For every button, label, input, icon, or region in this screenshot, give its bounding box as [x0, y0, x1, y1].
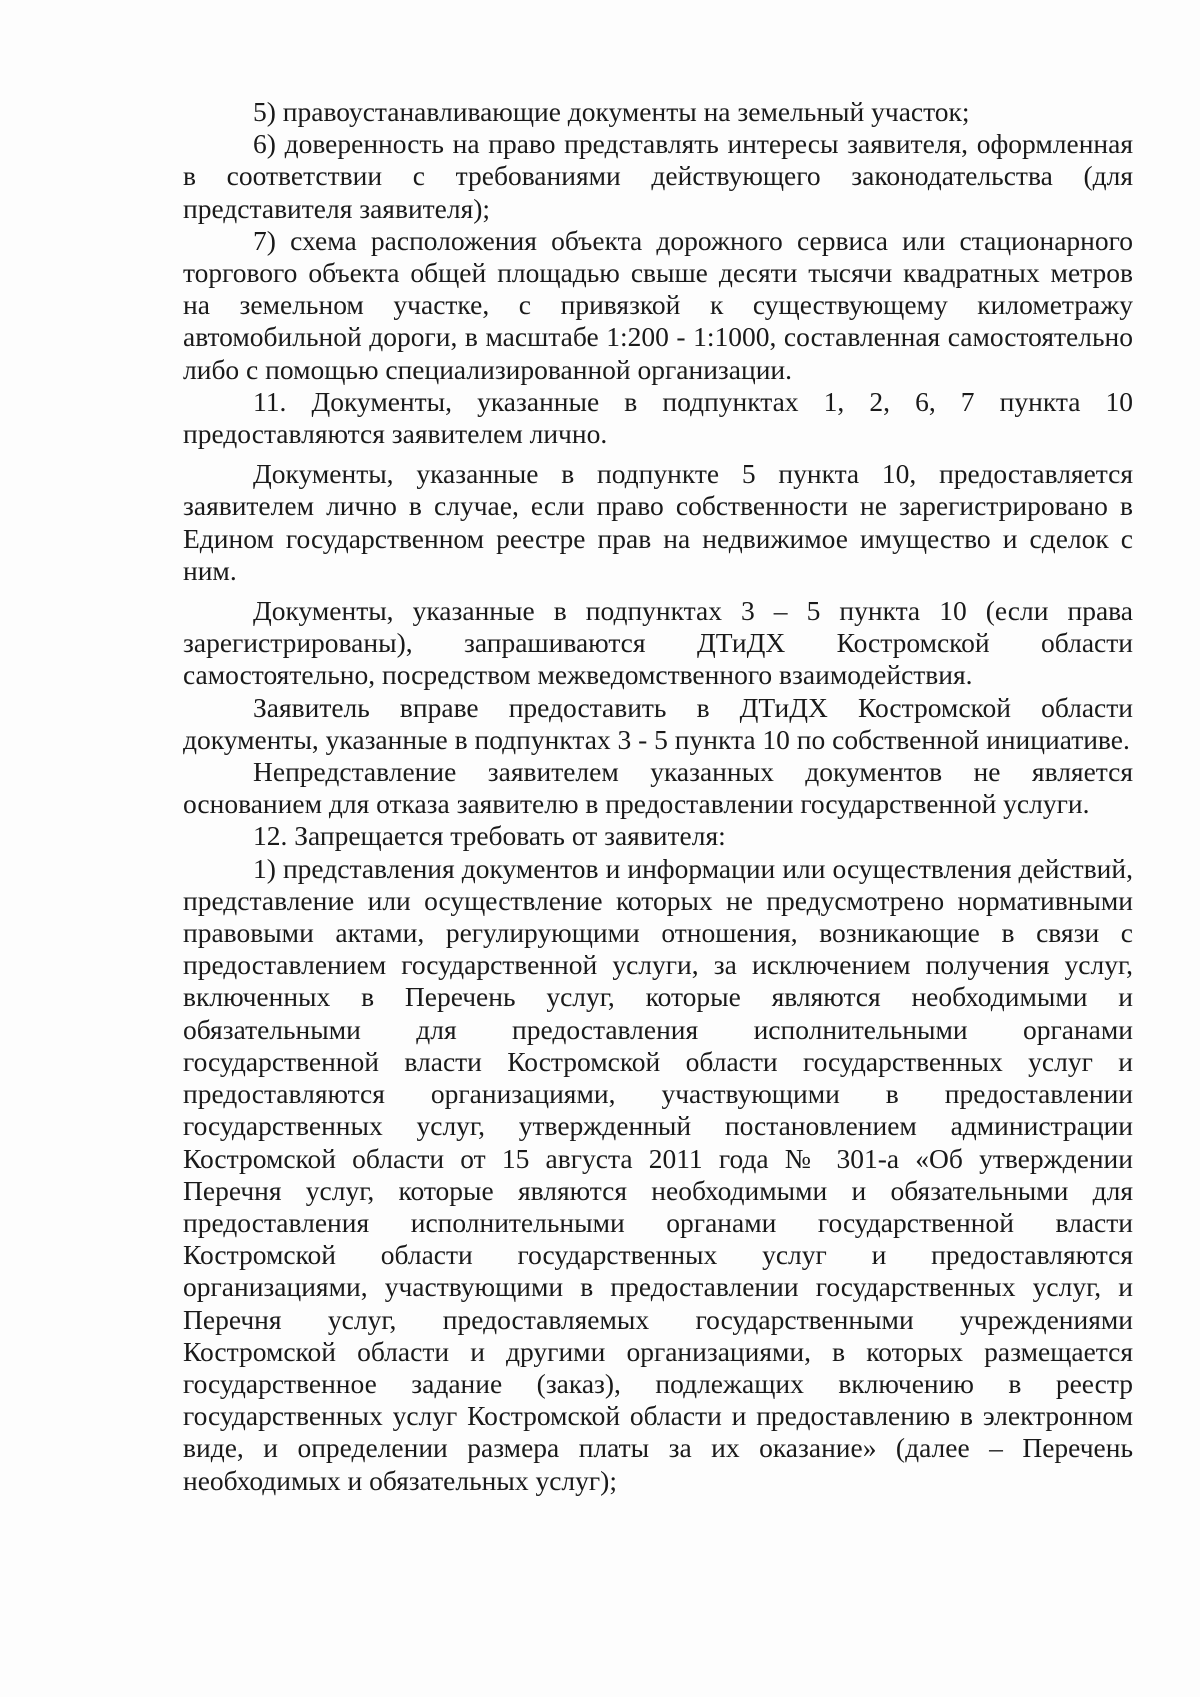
paragraph-clause-11: 11. Документы, указанные в подпунктах 1, 2, 6, 7 пункта 10 предоставляются заявителем лично.	[183, 385, 1133, 450]
paragraph-item-5-land-documents: 5) правоустанавливающие документы на земельный участок;	[253, 96, 970, 127]
paragraph-item-6-power-of-attorney: 6) доверенность на право представлять интересы заявителя, оформленная в соответствии с требованиями действующего законодательства (для представителя заявителя);	[183, 128, 1133, 224]
document-body	[183, 96, 1133, 1497]
paragraph-non-submission: Непредставление заявителем указанных документов не является основанием для отказа заявителю в предоставлении государственной услуги.	[183, 756, 1133, 820]
paragraph-clause-12: 12. Запрещается требовать от заявителя:	[253, 820, 726, 852]
paragraph-item-7-location-scheme: 7) схема расположения объекта дорожного сервиса или стационарного торгового объекта общей площадью свыше десяти тысячи квадратных метров на земельном участке, с привязкой к существующему километражу автомобильной дороги, в масштабе 1:200 - 1:1000, составленная самостоятельно либо с помощью специализированной организации.	[183, 224, 1133, 385]
paragraph-clause-11-subitem-5: Документы, указанные в подпункте 5 пункта 10, предоставляется заявителем лично в случае, если право собственности не зарегистрировано в Едином государственном реестре прав на недвижимое имущество и сделок с ним.	[183, 458, 1133, 586]
paragraph-clause-12-item-1: 1) представления документов и информации или осуществления действий, представление или осуществление которых не предусмотрено нормативными правовыми актами, регулирующими отношения, возникающие в связи с предоставлением государственной услуги, за исключением получения услуг, включенных в Перечень услуг, которые являются необходимыми и обязательными для предоставления исполнительными органами государственной власти Костромской области государственных услуг и предоставляются организациями, участвующими в предоставлении государственных услуг, утвержденный постановлением администрации Костромской области от 15 августа 2011 года № 301-а «Об утверждении Перечня услуг, которые являются необходимыми и обязательными для предоставления исполнительными органами государственной власти Костромской области государственных услуг и предоставляются организациями, участвующими в предоставлении государственных услуг, и Перечня услуг, предоставляемых государственными учреждениями Костромской области и другими организациями, в которых размещается государственное задание (заказ), подлежащих включению в реестр государственных услуг Костромской области и предоставлению в электронном виде, и определении размера платы за их оказание» (далее – Перечень необходимых и обязательных услуг);	[183, 852, 1133, 1496]
paragraph-clause-11-subitems-3-5: Документы, указанные в подпунктах 3 – 5 пункта 10 (если права зарегистрированы), запрашиваются ДТиДХ Костромской области самостоятельно, посредством межведомственного взаимодействия.	[183, 595, 1133, 691]
paragraph-applicant-right: Заявитель вправе предоставить в ДТиДХ Костромской области документы, указанные в подпунктах 3 - 5 пункта 10 по собственной инициативе.	[183, 691, 1133, 755]
